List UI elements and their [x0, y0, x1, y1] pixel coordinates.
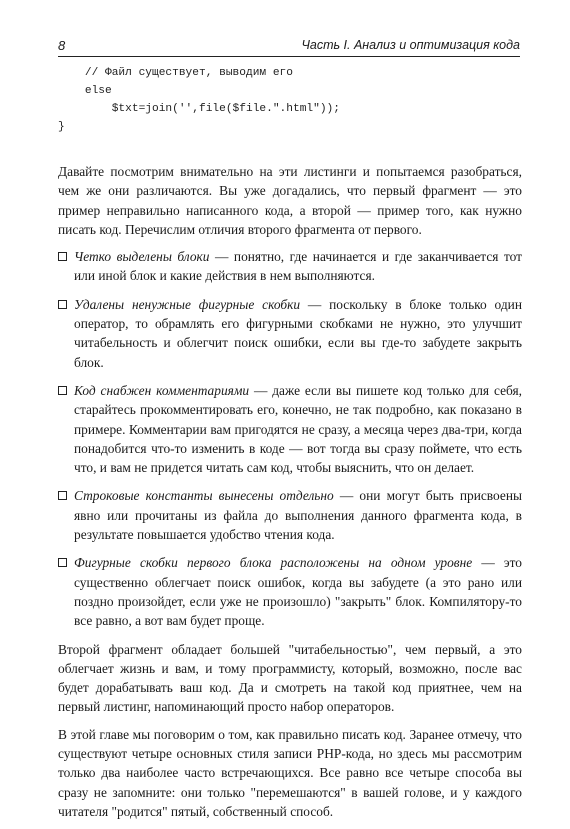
item-term: Четко выделены блоки: [74, 249, 210, 265]
list-item: [58, 295, 522, 372]
paragraph-readability: Второй фрагмент обладает большей "читабельностью", чем первый, а это облегчает жизнь и вам, и тому программисту, который, возможно, после вас будет дорабатывать ваш код. Да и смотреть на такой код приятнее, чем на первый листинг, напоминающий просто набор операторов.: [58, 641, 522, 715]
list-item: [58, 381, 522, 477]
differences-list: [58, 247, 522, 630]
code-line: }: [58, 121, 65, 133]
checkbox-bullet-icon: [58, 252, 67, 261]
checkbox-bullet-icon: [58, 300, 67, 309]
item-text: — понятно, где начинается и где заканчивается тот или иной блок и какие действия в нем выполняются.: [74, 249, 522, 284]
list-item: [58, 553, 522, 630]
body-text: [58, 162, 522, 829]
item-term: Фигурные скобки первого блока расположены на одном уровне: [74, 555, 473, 571]
item-term: Удалены ненужные фигурные скобки: [74, 296, 301, 312]
checkbox-bullet-icon: [58, 386, 67, 395]
item-term: Код снабжен комментариями: [74, 382, 250, 398]
item-text: — даже если вы пишете код только для себя, старайтесь прокомментировать его, конечно, не так подробно, как показано в примере. Комментарии вам пригодятся не сразу, а месяца через два-три, когда понадобится что-то изменить в коде — вот тогда вы сразу поймете, что есть что, и вам не придется читать сам код, чтобы выяснить, что он делает.: [74, 382, 522, 476]
item-term: Строковые константы вынесены отдельно: [74, 488, 334, 504]
checkbox-bullet-icon: [58, 491, 67, 500]
paragraph-chapter-intro: В этой главе мы поговорим о том, как правильно писать код. Заранее отмечу, что существуют четыре основных стиля записи PHP-кода, но здесь мы рассмотрим только два наиболее часто встречающихся. Все равно все четыре способа вы сразу не запомните: они только "перемешаются" в вашей голове, и у каждого читателя "родится" пятый, собственный способ.: [58, 726, 522, 819]
item-text: — это существенно облегчает поиск ошибок, когда вы забудете (а это рано или поздно произойдет, если уже не произошло) "закрыть" блок. Компилятору-то все равно, а вот вам будет проще.: [74, 555, 522, 629]
intro-paragraph: Давайте посмотрим внимательно на эти листинги и попытаемся разобраться, чем же они различаются. Вы уже догадались, что первый фрагмент — это пример неправильно написанного кода, а второй — пример того, как нужно писать код. Перечислим отличия второго фрагмента от первого.: [58, 164, 522, 237]
list-item: [58, 486, 522, 544]
code-line: else: [58, 85, 112, 97]
checkbox-bullet-icon: [58, 558, 67, 567]
list-item: [58, 247, 522, 286]
running-header: [58, 36, 520, 57]
running-title: Часть I. Анализ и оптимизация кода: [301, 38, 520, 52]
item-text: — поскольку в блоке только один оператор, то обрамлять его фигурными скобками не нужно, это улучшит читабельность и облегчит поиск ошибки, если вы где-то забудете закрыть блок.: [74, 296, 522, 370]
item-text: — они могут быть присвоены явно или прочитаны из файла до выполнения данного фрагмента кода, в результате повышается удобство чтения кода.: [74, 488, 522, 543]
page-number: 8: [58, 38, 66, 53]
code-line: $txt=join('',file($file.".html"));: [58, 103, 340, 115]
code-line: // Файл существует, выводим его: [58, 67, 293, 79]
code-listing: [58, 64, 528, 136]
